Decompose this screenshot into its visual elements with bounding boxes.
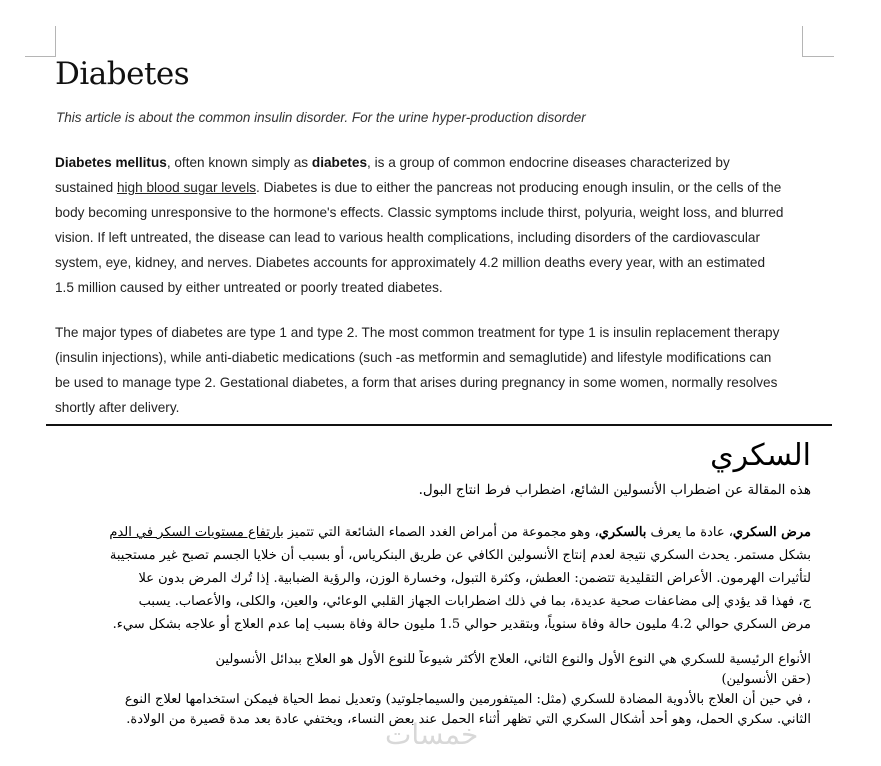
- term-eye: eye: [105, 255, 128, 270]
- watermark: خمسات: [385, 718, 479, 751]
- term-nerves: nerves: [207, 255, 249, 270]
- arabic-hatnote: هذه المقالة عن اضطراب الأنسولين الشائع، اضطراب فرط انتاج البول.: [418, 482, 811, 498]
- term-kidney: kidney: [135, 255, 174, 270]
- term-cardiovascular-system: cardiovascular system: [55, 230, 761, 270]
- term-endocrine-diseases: endocrine diseases: [509, 155, 627, 170]
- english-title: Diabetes: [55, 56, 190, 92]
- arabic-p2-line-1: الأنواع الرئيسية للسكري هي النوع الأول والنوع الثاني، العلاج الأكثر شيوعاً للنوع الأول هو العلاج ببدائل الأنسولين: [215, 652, 811, 667]
- arabic-p1-line-2: بشكل مستمر. يحدث السكري نتيجة لعدم إنتاج الأنسولين الكافي عن طريق البنكرياس، أو بسبب أن خلايا الجسم تصبح غير مستجيبة: [109, 548, 811, 563]
- english-hatnote: This article is about the common insulin disorder. For the urine hyper-production disorder: [56, 110, 586, 125]
- term-anti-diabetic-medications: anti-diabetic medications: [205, 350, 355, 365]
- term-gestational-diabetes: Gestational diabetes: [219, 375, 344, 390]
- arabic-paragraph-1: [51, 521, 811, 636]
- term-semaglutide: semaglutide: [509, 350, 583, 365]
- english-paragraph-2: The major types of diabetes are type 1 and type 2. The most common treatment for type 1 is insulin replacement therapy (insulin injections), while anti-diabetic medications (such -as metformin and semaglutide) and lifestyle modifications can be used to manage type 2. Gestational diabetes, a form that arises during pregnancy in some women, normally resolves shortly after delivery.: [55, 325, 780, 415]
- term-insulin: insulin: [631, 180, 671, 195]
- arabic-p1-line-4: ج، فهذا قد يؤدي إلى مضاعفات صحية عديدة، بما في ذلك اضطرابات الجهاز القلبي الوعائي، والعين، والكلى، والأعصاب. يسبب: [138, 594, 811, 609]
- term-blurred-vision: blurred vision: [55, 205, 784, 245]
- term-pancreas: pancreas: [436, 180, 493, 195]
- term-diabetes: diabetes: [311, 155, 368, 170]
- arabic-p2-line-2: (حقن الأنسولين): [721, 672, 811, 687]
- term-type-2: type 2: [317, 325, 355, 340]
- term-pregnancy: pregnancy: [501, 375, 566, 390]
- link-high-blood-sugar[interactable]: high blood sugar levels: [116, 180, 257, 195]
- term-metformin: metformin: [418, 350, 479, 365]
- term-type-1: type 1: [249, 325, 287, 340]
- arabic-p2-line-3: ، في حين أن العلاج بالأدوية المضادة للسكري (مثل: الميتفورمين والسيماجلوتيد) وتعديل نمط الحياة فيمكن استخدامها لعلاج النوع: [124, 692, 811, 707]
- term-diabetes-mellitus: Diabetes mellitus: [55, 155, 167, 170]
- english-paragraph-1: Diabetes mellitus, often known simply as diabetes, is a group of common endocrine diseases characterized by sustained high blood sugar levels. Diabetes is due to either the pancreas not producing enough insulin, or the cells of the body becoming unresponsive to the hormone's effects. Classic symptoms include thirst, polyuria, weight loss, and blurred vision. If left untreated, the disease can lead to various health complications, including disorders of the cardiovascular system, eye, kidney, and nerves. Diabetes accounts for approximately 4.2 million deaths every year, with an estimated 1.5 million caused by either untreated or poorly treated diabetes.: [55, 155, 784, 295]
- section-divider: [46, 424, 832, 426]
- arabic-p1-line-1: مرض السكري، عادة ما يعرف بالسكري، وهو مجموعة من أمراض الغدد الصماء الشائعة التي تتميز بارتفاع مستويات السكر في الدم: [109, 525, 811, 540]
- page-corner-mark-top-right-h: [803, 56, 834, 57]
- arabic-p2-line-4: الثاني. سكري الحمل، وهو أحد أشكال السكري التي تظهر أثناء الحمل عند بعض النساء، ويختفي عادة بعد مدة قصيرة من الولادة.: [126, 712, 811, 727]
- arabic-link-high-blood-sugar[interactable]: بارتفاع مستويات السكر في الدم: [109, 525, 284, 540]
- arabic-title: السكري: [710, 438, 811, 473]
- arabic-p1-line-5: مرض السكري حوالي 4.2 مليون حالة وفاة سنوياً، وبتقدير حوالي 1.5 مليون حالة وفاة بسبب إما عدم العلاج أو علاجه بشكل سيء.: [112, 617, 811, 632]
- term-polyuria: polyuria: [584, 205, 633, 220]
- arabic-p1-line-3: لتأثيرات الهرمون. الأعراض التقليدية تتضمن: العطش، وكثرة التبول، وخسارة الوزن، والرؤية الضبابية. إذا تُرك المرض بدون علا: [138, 571, 811, 586]
- page-corner-mark-top-left-v: [55, 26, 56, 57]
- term-insulin-replacement-therapy: insulin replacement therapy: [613, 325, 780, 340]
- term-lifestyle-modifications: lifestyle modifications: [617, 350, 746, 365]
- page-corner-mark-top-left-h: [25, 56, 55, 57]
- page-corner-mark-top-right-v: [802, 26, 803, 57]
